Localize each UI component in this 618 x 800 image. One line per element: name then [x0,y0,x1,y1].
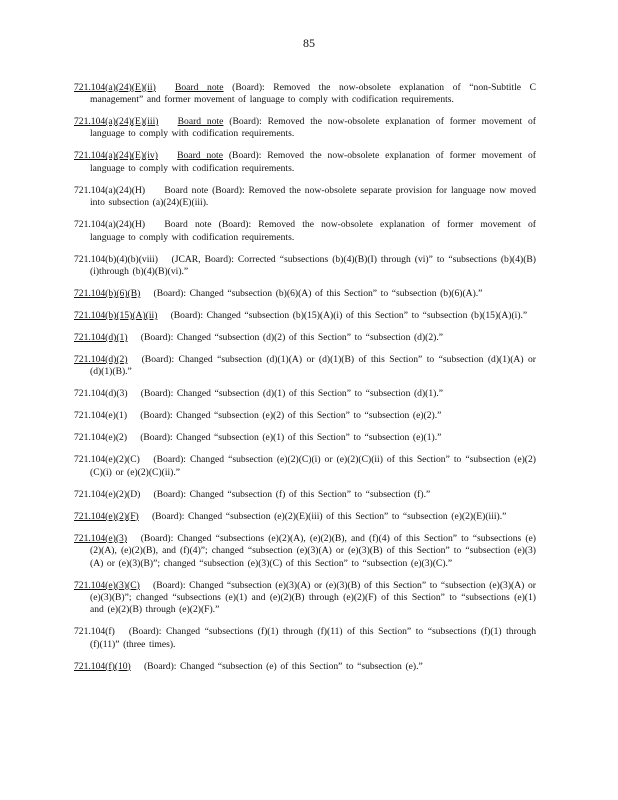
change-description: (Board): Removed the now-obsolete separate provision for language now moved into subsection (a)(24)(E)(iii). [90,184,537,209]
change-description: (Board): Removed the now-obsolete explanation of former movement of language to comply with codification requirements. [90,116,537,140]
board-note-label: Board note [164,219,212,231]
amendment-note [74,219,536,244]
change-description: (JCAR, Board): Corrected “subsections (b)(4)(B)(I) through (vi)” to “subsections (b)(4)(B)(i)through (b)(4)(B)(vi).” [90,253,536,278]
change-description: (Board): Changed “subsection (b)(6)(A) of this Section” to “subsection (b)(6)(A).” [149,288,483,300]
amendment-note [74,388,536,400]
change-description: (Board): Changed “subsection (e) of this Section” to “subsection (e).” [140,660,423,672]
amendment-note [74,354,536,379]
amendment-note [74,254,536,279]
section-citation: 721.104(a)(24)(E)(iii) [74,116,159,127]
amendment-note [74,116,536,141]
amendment-note [74,454,536,479]
amendment-note [74,310,536,322]
section-citation: 721.104(d)(2) [74,354,128,366]
change-description: (Board): Changed “subsection (e)(3)(A) or (e)(3)(B) of this Section” to “subsection (e)(3)(A) or (e)(3)(B)”; changed “subsections (e)(1) and (e)(2)(B) through (e)(2)(F) of this Section” to “subsections (e)(1) and (e)(2)(B) through (e)(2)(F).” [90,579,536,616]
amendment-note [74,150,536,175]
amendment-note [74,410,536,422]
section-citation: 721.104(a)(24)(H) [74,219,146,231]
section-citation: 721.104(f)(10) [74,660,131,672]
change-description: (Board): Changed “subsection (e)(2)(C)(i) or (e)(2)(C)(ii) of this Section” to “subsection (e)(2)(C)(i) or (e)(2)(C)(ii).” [90,454,536,478]
change-description: (Board): Changed “subsection (f) of this Section” to “subsection (f).” [149,488,431,500]
change-description: (Board): Changed “subsections (e)(2)(A), (e)(2)(B), and (f)(4) of this Section” to “subsections (e)(2)(A), (e)(2)(B), and (f)(4)”; changed “subsection (e)(3)(A) or (e)(3)(B) of this Section” to “subsection (e)(3)(A) or (e)(3)(B)”; changed “subsection (e)(3)(C) of this Section” to “subsection (e)(3)(C).” [90,532,536,569]
section-citation: 721.104(a)(24)(E)(ii) [74,81,156,93]
board-note-label: Board note [174,81,224,93]
change-description: (Board): Changed “subsection (d)(1) of this Section” to “subsection (d)(1).” [137,388,444,400]
page-number: 85 [303,36,315,50]
board-note-label: Board note [177,116,224,127]
change-description: (Board): Removed the now-obsolete explanation of former movement of language to comply with codification requirements. [90,219,537,243]
amendment-notes-list [74,72,536,678]
change-description: (Board): Removed the now-obsolete explanation of “non-Subtitle C management” and former movement of language to comply with codification requirements. [90,81,537,105]
section-citation: 721.104(e)(1) [74,410,128,422]
amendment-note [74,511,536,523]
section-citation: 721.104(b)(15)(A)(ii) [74,310,158,322]
amendment-note [74,661,536,673]
section-citation: 721.104(a)(24)(E)(iv) [74,150,158,162]
amendment-note [74,332,536,344]
change-description: (Board): Changed “subsections (f)(1) through (f)(11) of this Section” to “subsections (f)(1) through (f)(11)” (three times). [90,626,536,650]
section-citation: 721.104(d)(3) [74,388,128,400]
amendment-note [74,185,536,210]
amendment-note [74,533,536,570]
section-citation: 721.104(a)(24)(H) [74,184,146,196]
section-citation: 721.104(e)(2) [74,432,128,444]
change-description: (Board): Changed “subsection (d)(1)(A) or (d)(1)(B) of this Section” to “subsection (d)(1)(A) or (d)(1)(B).” [90,354,536,378]
change-description: (Board): Changed “subsection (e)(1) of this Section” to “subsection (e)(1).” [136,432,442,444]
change-description: (Board): Removed the now-obsolete explanation of former movement of language to comply with codification requirements. [90,150,536,174]
amendment-note [74,432,536,444]
board-note-label: Board note [177,150,223,162]
change-description: (Board): Changed “subsection (e)(2)(E)(iii) of this Section” to “subsection (e)(2)(E)(iii).” [148,510,507,522]
section-citation: 721.104(b)(6)(B) [74,288,141,300]
change-description: (Board): Changed “subsection (b)(15)(A)(i) of this Section” to “subsection (b)(15)(A)(i).” [166,310,528,322]
section-citation: 721.104(e)(3)(C) [74,579,140,591]
section-citation: 721.104(e)(2)(D) [74,488,141,500]
change-description: (Board): Changed “subsection (d)(2) of this Section” to “subsection (d)(2).” [137,332,444,344]
amendment-note [74,288,536,300]
amendment-note [74,626,536,651]
amendment-note [74,489,536,501]
amendment-note [74,580,536,617]
amendment-note [74,82,536,107]
section-citation: 721.104(e)(3) [74,532,128,544]
change-description: (Board): Changed “subsection (e)(2) of this Section” to “subsection (e)(2).” [136,410,442,422]
section-citation: 721.104(d)(1) [74,332,128,344]
section-citation: 721.104(f) [74,626,115,638]
section-citation: 721.104(e)(2)(F) [74,510,139,522]
section-citation: 721.104(b)(4)(b)(viii) [74,253,158,265]
board-note-label: Board note [164,184,209,196]
section-citation: 721.104(e)(2)(C) [74,454,140,466]
